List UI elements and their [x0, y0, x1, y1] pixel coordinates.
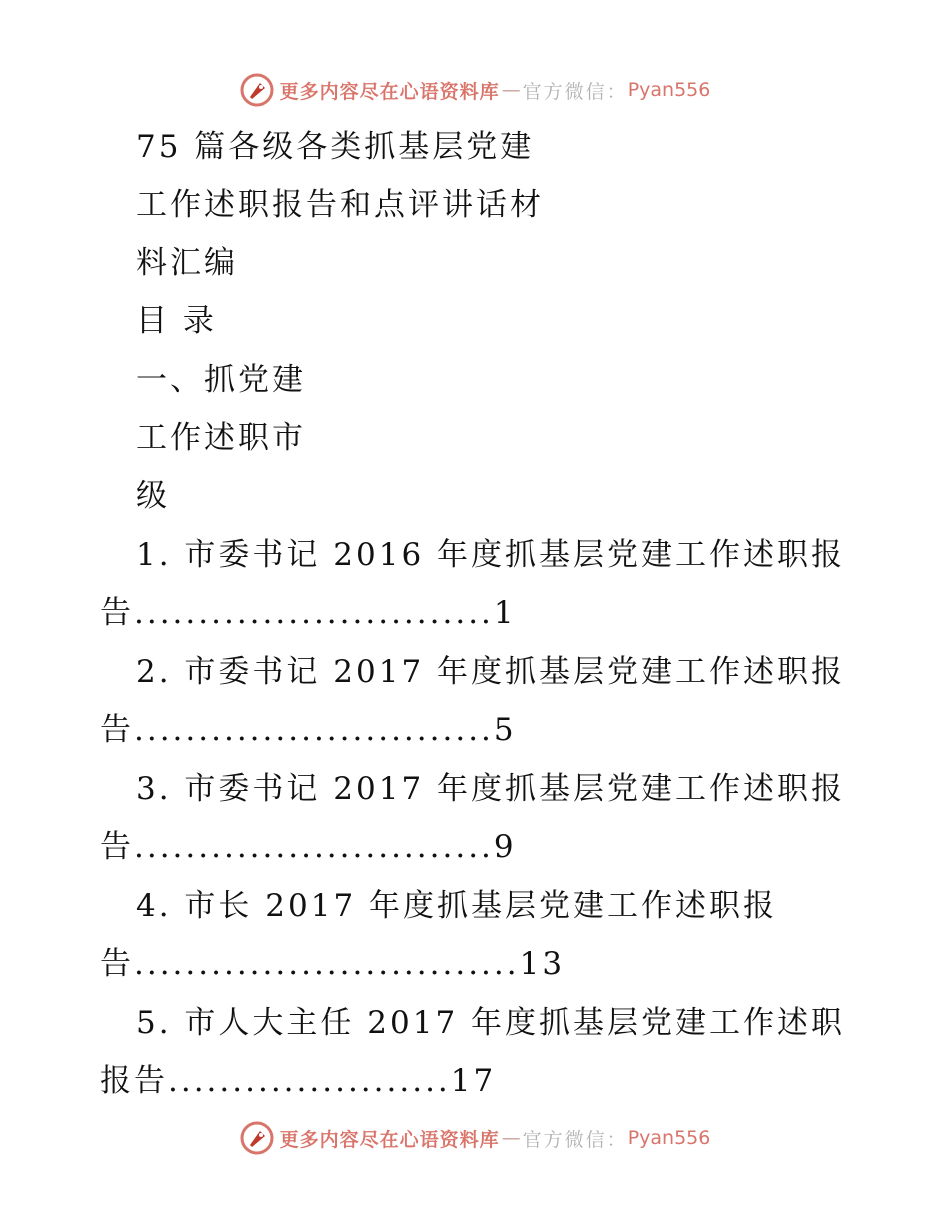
toc-entry-1-line-2[interactable]: 告............................1 [100, 595, 517, 631]
footer-watermark [0, 1118, 950, 1158]
watermark-wechat-id: Pyan556 [627, 79, 711, 101]
doc-title-line-3: 料汇编 [136, 245, 238, 281]
toc-heading: 目 录 [136, 303, 217, 339]
toc-entry-4-line-2[interactable]: 告..............................13 [100, 946, 566, 982]
toc-entry-1-line-1[interactable]: 1. 市委书记 2016 年度抓基层党建工作述职报 [136, 537, 846, 573]
watermark-text: 更多内容尽在心语资料库 [279, 80, 500, 103]
toc-entry-2-line-2[interactable]: 告............................5 [100, 712, 517, 748]
section-heading-line-2: 工作述职市 [136, 420, 306, 456]
pen-nib-logo-icon [240, 1121, 274, 1155]
doc-title-line-2: 工作述职报告和点评讲话材 [136, 187, 544, 223]
toc-entry-4-line-1[interactable]: 4. 市长 2017 年度抓基层党建工作述职报 [136, 888, 778, 924]
section-heading-line-1: 一、抓党建 [136, 362, 306, 398]
doc-title-line-1: 75 篇各级各类抓基层党建 [136, 129, 535, 165]
toc-entry-5-line-2[interactable]: 报告......................17 [100, 1063, 497, 1099]
watermark-official-label: 官方微信： [522, 80, 628, 103]
watermark-text: 更多内容尽在心语资料库 [279, 1128, 500, 1151]
watermark-wechat-id: Pyan556 [627, 1127, 711, 1149]
toc-entry-3-line-2[interactable]: 告............................9 [100, 829, 517, 865]
toc-entry-5-line-1[interactable]: 5. 市人大主任 2017 年度抓基层党建工作述职 [136, 1005, 846, 1041]
toc-entry-3-line-1[interactable]: 3. 市委书记 2017 年度抓基层党建工作述职报 [136, 771, 846, 807]
toc-entry-2-line-1[interactable]: 2. 市委书记 2017 年度抓基层党建工作述职报 [136, 654, 846, 690]
watermark-dash: — [501, 79, 521, 101]
header-watermark [0, 70, 950, 110]
pen-nib-logo-icon [240, 73, 274, 107]
watermark-dash: — [501, 1127, 521, 1149]
section-heading-line-3: 级 [136, 478, 170, 514]
watermark-official-label: 官方微信： [522, 1128, 628, 1151]
